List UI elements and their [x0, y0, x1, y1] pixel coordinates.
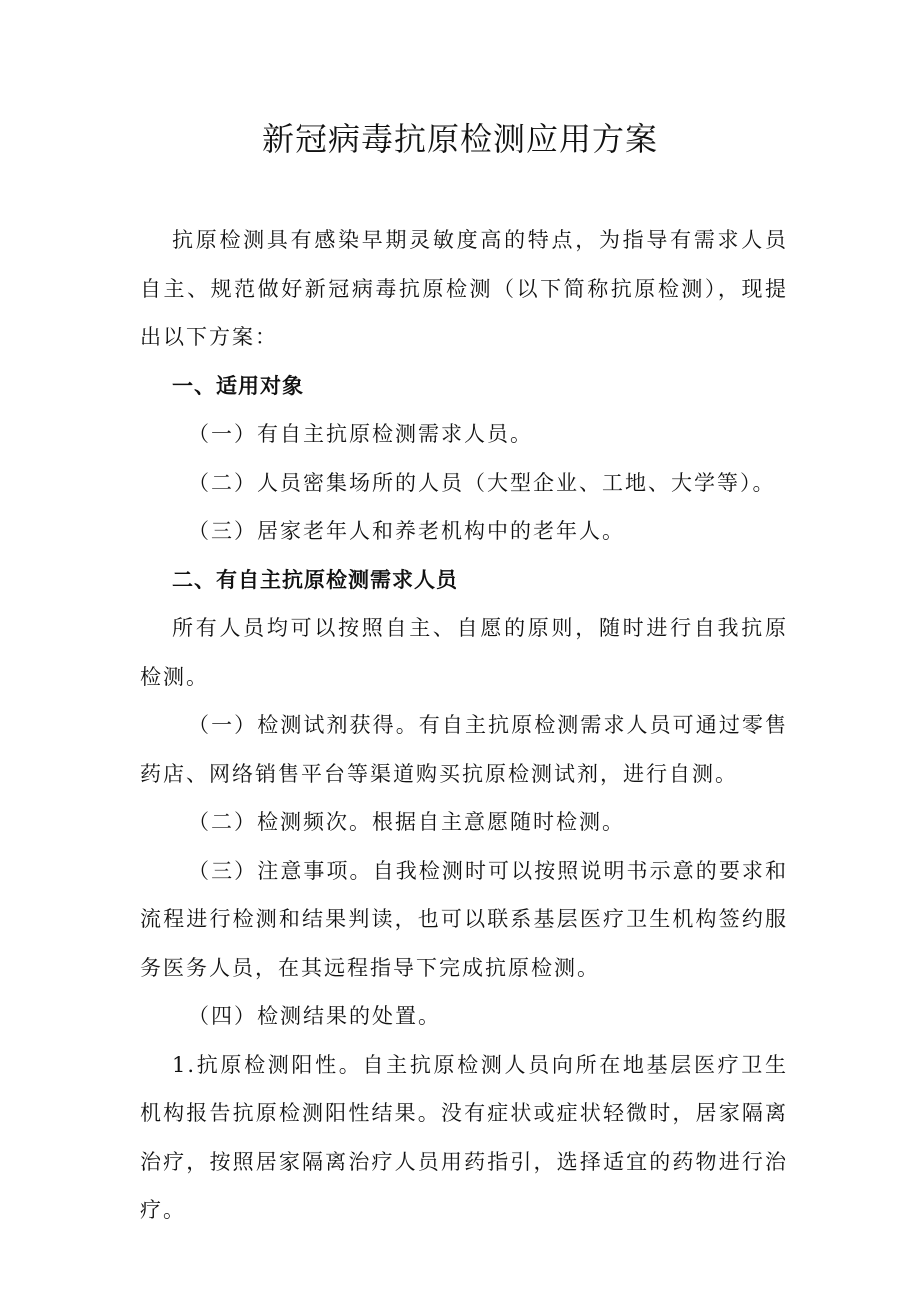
section-paragraph: 所有人员均可以按照自主、自愿的原则，随时进行自我抗原检测。: [140, 616, 788, 689]
section-heading-self-testing-personnel: 二、有自主抗原检测需求人员: [172, 567, 458, 592]
document-body: [140, 216, 788, 1235]
list-item: （四）检测结果的处置。: [188, 1004, 441, 1028]
section-heading-applicable-targets: 一、适用对象: [172, 373, 304, 398]
list-item: （一）检测试剂获得。有自主抗原检测需求人员可通过零售药店、网络销售平台等渠道购买抗原检测试剂，进行自测。: [140, 713, 788, 786]
intro-paragraph: 抗原检测具有感染早期灵敏度高的特点，为指导有需求人员自主、规范做好新冠病毒抗原检测（以下简称抗原检测），现提出以下方案：: [140, 228, 788, 349]
list-item: （二）检测频次。根据自主意愿随时检测。: [188, 810, 625, 834]
list-item: （三）注意事项。自我检测时可以按照说明书示意的要求和流程进行检测和结果判读，也可以联系基层医疗卫生机构签约服务医务人员，在其远程指导下完成抗原检测。: [140, 858, 788, 980]
list-item: （一）有自主抗原检测需求人员。: [188, 422, 533, 446]
sub-list-item: 1.抗原检测阳性。自主抗原检测人员向所在地基层医疗卫生机构报告抗原检测阳性结果。没有症状或症状轻微时，居家隔离治疗，按照居家隔离治疗人员用药指引，选择适宜的药物进行治疗。: [140, 1052, 788, 1222]
list-item: （二）人员密集场所的人员（大型企业、工地、大学等）。: [188, 470, 776, 495]
list-item: （三）居家老年人和养老机构中的老年人。: [188, 519, 625, 543]
document-title: 新冠病毒抗原检测应用方案: [261, 120, 658, 158]
